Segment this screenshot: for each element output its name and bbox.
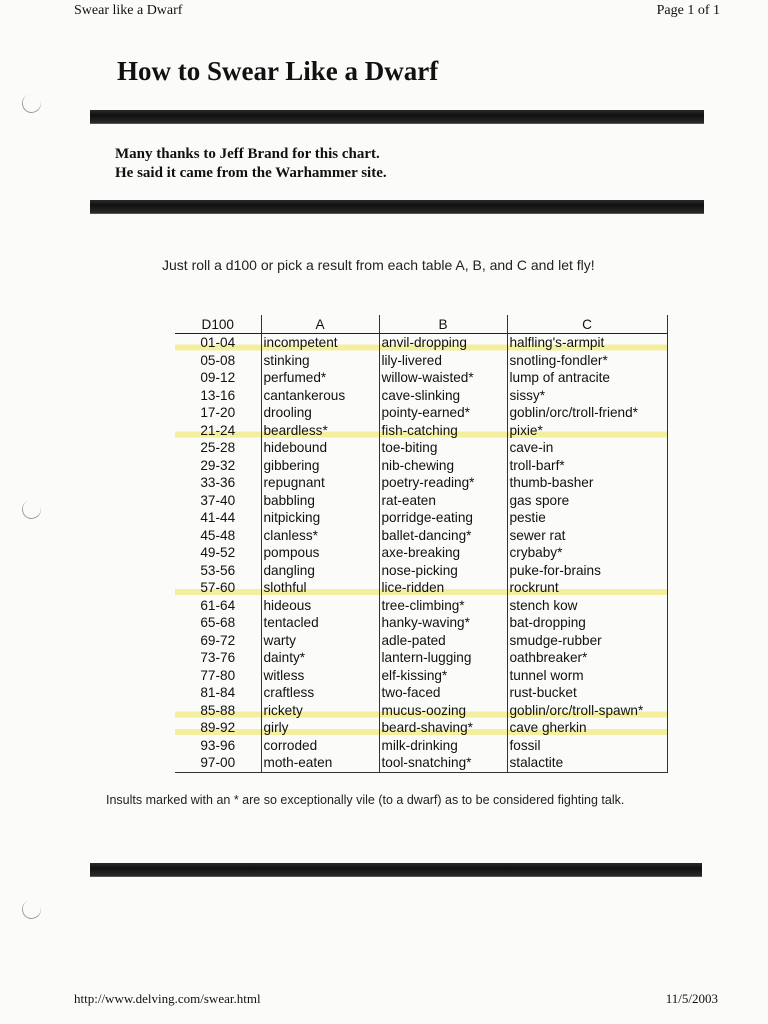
- table-row: [175, 562, 667, 580]
- divider-rule: [90, 110, 704, 124]
- cell-c: sissy*: [507, 387, 667, 405]
- roll-cell: 05-08: [200, 352, 236, 368]
- cell-b: axe-breaking: [379, 544, 507, 562]
- cell-c: goblin/orc/troll-spawn*: [507, 702, 667, 720]
- cell-b: elf-kissing*: [379, 667, 507, 685]
- cell-a: slothful: [261, 579, 379, 597]
- table-row: [175, 457, 667, 475]
- roll-cell: 49-52: [200, 545, 236, 561]
- table-row: [175, 544, 667, 562]
- cell-c: tunnel worm: [507, 667, 667, 685]
- roll-cell: 45-48: [200, 527, 236, 543]
- cell-c: halfling's-armpit: [507, 334, 667, 352]
- roll-cell: 29-32: [200, 457, 236, 473]
- cell-b: pointy-earned*: [379, 404, 507, 422]
- cell-c: cave-in: [507, 439, 667, 457]
- cell-a: girly: [261, 719, 379, 737]
- table-row: [175, 439, 667, 457]
- table-row: [175, 352, 667, 370]
- footnote: Insults marked with an * are so exceptionally vile (to a dwarf) as to be considered fighting talk.: [106, 793, 625, 807]
- cell-c: troll-barf*: [507, 457, 667, 475]
- roll-cell: 57-60: [175, 579, 261, 597]
- roll-cell: 01-04: [175, 334, 261, 352]
- table-row: [175, 667, 667, 685]
- table-row: [175, 404, 667, 422]
- cell-c: oathbreaker*: [507, 649, 667, 667]
- roll-cell: 97-00: [175, 754, 261, 772]
- table-row: [175, 579, 667, 597]
- cell-b: lantern-lugging: [379, 649, 507, 667]
- roll-cell: 37-40: [200, 492, 236, 508]
- table-row: [175, 334, 667, 352]
- roll-cell: 41-44: [200, 510, 236, 526]
- cell-a: drooling: [261, 404, 379, 422]
- roll-cell: 73-76: [200, 650, 236, 666]
- cell-c: smudge-rubber: [507, 632, 667, 650]
- cell-a: warty: [261, 632, 379, 650]
- roll-cell: 09-12: [200, 370, 236, 386]
- roll-cell: 21-24: [175, 422, 261, 440]
- table-row: [175, 369, 667, 387]
- credit-line: Many thanks to Jeff Brand for this chart.: [115, 146, 380, 162]
- roll-cell: 77-80: [200, 667, 236, 683]
- cell-a: repugnant: [261, 474, 379, 492]
- cell-b: poetry-reading*: [379, 474, 507, 492]
- cell-b: nose-picking: [379, 562, 507, 580]
- cell-b: lice-ridden: [379, 579, 507, 597]
- roll-cell: 85-88: [175, 702, 261, 720]
- cell-c: snotling-fondler*: [507, 352, 667, 370]
- cell-a: nitpicking: [261, 509, 379, 527]
- cell-c: goblin/orc/troll-friend*: [507, 404, 667, 422]
- cell-a: incompetent: [261, 334, 379, 352]
- cell-c: lump of antracite: [507, 369, 667, 387]
- table-row: [175, 632, 667, 650]
- divider-rule: [90, 863, 702, 877]
- cell-c: crybaby*: [507, 544, 667, 562]
- intro-text: Just roll a d100 or pick a result from each table A, B, and C and let fly!: [162, 257, 595, 273]
- table-header-row: [175, 315, 667, 334]
- roll-cell: 69-72: [200, 632, 236, 648]
- table-row: [175, 614, 667, 632]
- cell-c: sewer rat: [507, 527, 667, 545]
- roll-cell: 13-16: [200, 387, 236, 403]
- roll-cell: 17-20: [200, 405, 236, 421]
- roll-cell: 33-36: [200, 475, 236, 491]
- table-row: [175, 702, 667, 720]
- cell-a: witless: [261, 667, 379, 685]
- roll-cell: 61-64: [200, 597, 236, 613]
- cell-b: rat-eaten: [379, 492, 507, 510]
- roll-cell: 25-28: [200, 440, 236, 456]
- cell-c: bat-dropping: [507, 614, 667, 632]
- cell-c: rust-bucket: [507, 684, 667, 702]
- column-header-a: A: [261, 315, 379, 334]
- cell-b: mucus-oozing: [379, 702, 507, 720]
- footer-url: http://www.delving.com/swear.html: [74, 991, 261, 1006]
- page-title: How to Swear Like a Dwarf: [117, 56, 439, 86]
- table-row: [175, 649, 667, 667]
- cell-c: stalactite: [507, 754, 667, 772]
- cell-a: tentacled: [261, 614, 379, 632]
- cell-a: hidebound: [261, 439, 379, 457]
- cell-a: babbling: [261, 492, 379, 510]
- cell-b: cave-slinking: [379, 387, 507, 405]
- cell-c: cave gherkin: [507, 719, 667, 737]
- cell-a: beardless*: [261, 422, 379, 440]
- cell-c: pestie: [507, 509, 667, 527]
- cell-b: willow-waisted*: [379, 369, 507, 387]
- table-row: [175, 719, 667, 737]
- cell-a: perfumed*: [261, 369, 379, 387]
- cell-a: moth-eaten: [261, 754, 379, 772]
- cell-b: adle-pated: [379, 632, 507, 650]
- roll-cell: 89-92: [175, 719, 261, 737]
- table-row: [175, 597, 667, 615]
- cell-b: ballet-dancing*: [379, 527, 507, 545]
- table-row: [175, 684, 667, 702]
- cell-a: clanless*: [261, 527, 379, 545]
- cell-c: thumb-basher: [507, 474, 667, 492]
- cell-b: lily-livered: [379, 352, 507, 370]
- table-row: [175, 527, 667, 545]
- roll-cell: 53-56: [200, 562, 236, 578]
- cell-b: toe-biting: [379, 439, 507, 457]
- divider-rule: [90, 200, 704, 214]
- cell-b: milk-drinking: [379, 737, 507, 755]
- page-number: Page 1 of 1: [656, 3, 720, 18]
- cell-b: nib-chewing: [379, 457, 507, 475]
- cell-a: dainty*: [261, 649, 379, 667]
- column-header-d100: D100: [175, 315, 261, 334]
- cell-b: fish-catching: [379, 422, 507, 440]
- roll-cell: 65-68: [200, 615, 236, 631]
- cell-a: corroded: [261, 737, 379, 755]
- cell-b: two-faced: [379, 684, 507, 702]
- cell-c: stench kow: [507, 597, 667, 615]
- table-row: [175, 387, 667, 405]
- cell-a: dangling: [261, 562, 379, 580]
- cell-a: gibbering: [261, 457, 379, 475]
- cell-b: beard-shaving*: [379, 719, 507, 737]
- credit-line: He said it came from the Warhammer site.: [115, 165, 387, 181]
- binder-hole-mark: [19, 897, 43, 921]
- table-row: [175, 422, 667, 440]
- cell-c: rockrunt: [507, 579, 667, 597]
- cell-a: rickety: [261, 702, 379, 720]
- cell-c: pixie*: [507, 422, 667, 440]
- table-row: [175, 474, 667, 492]
- cell-b: porridge-eating: [379, 509, 507, 527]
- insult-table: [175, 315, 668, 773]
- cell-a: hideous: [261, 597, 379, 615]
- roll-cell: 81-84: [200, 685, 236, 701]
- roll-cell: 93-96: [200, 737, 236, 753]
- cell-c: puke-for-brains: [507, 562, 667, 580]
- table-body: [175, 334, 667, 773]
- column-header-b: B: [379, 315, 507, 334]
- cell-a: cantankerous: [261, 387, 379, 405]
- cell-b: tool-snatching*: [379, 754, 507, 772]
- table-row: [175, 737, 667, 755]
- cell-a: craftless: [261, 684, 379, 702]
- column-header-c: C: [507, 315, 667, 334]
- cell-b: hanky-waving*: [379, 614, 507, 632]
- page-header-title: Swear like a Dwarf: [74, 3, 183, 18]
- cell-a: stinking: [261, 352, 379, 370]
- table-row: [175, 509, 667, 527]
- binder-hole-mark: [19, 91, 43, 115]
- table-row: [175, 492, 667, 510]
- binder-hole-mark: [19, 497, 43, 521]
- cell-c: fossil: [507, 737, 667, 755]
- cell-b: anvil-dropping: [379, 334, 507, 352]
- cell-c: gas spore: [507, 492, 667, 510]
- cell-a: pompous: [261, 544, 379, 562]
- cell-b: tree-climbing*: [379, 597, 507, 615]
- table-row: [175, 754, 667, 772]
- footer-date: 11/5/2003: [665, 991, 718, 1006]
